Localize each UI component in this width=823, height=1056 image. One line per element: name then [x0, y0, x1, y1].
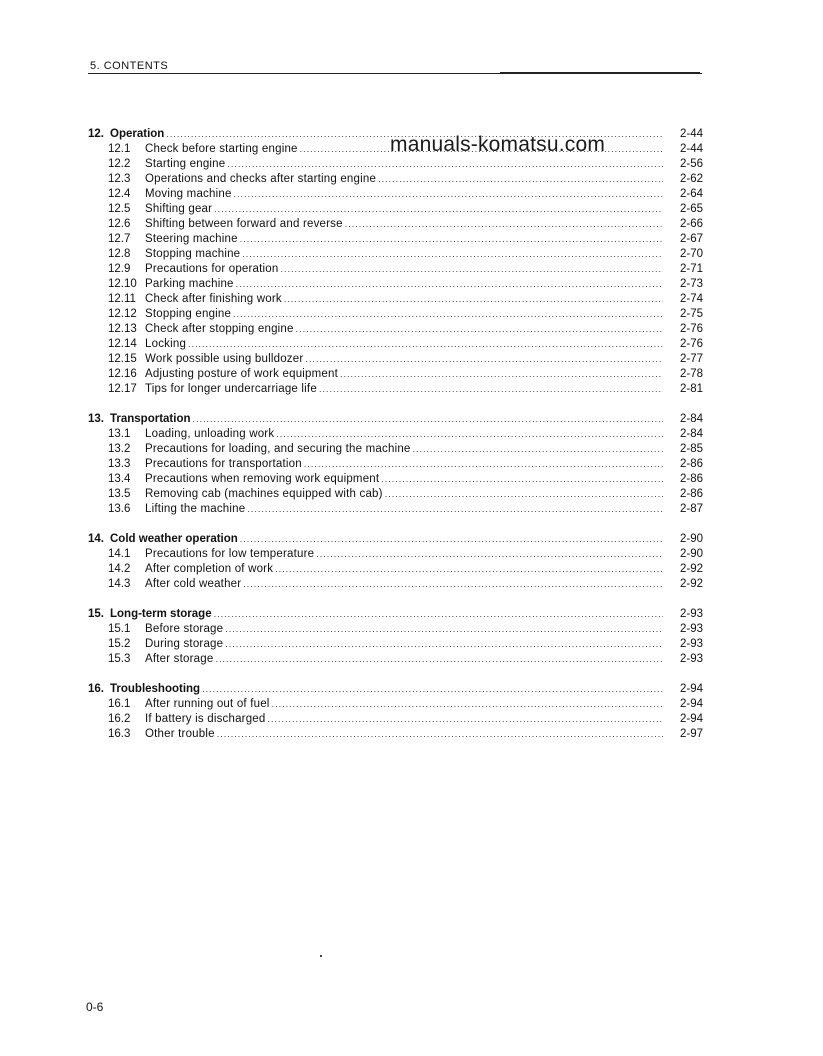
chapter-number: 13. [88, 413, 104, 425]
dot-leader [242, 247, 663, 262]
chapter-page: 2-84 [679, 413, 703, 425]
dot-leader [284, 292, 663, 307]
entry-title: Removing cab (machines equipped with cab) [145, 488, 383, 500]
entry-page: 2-85 [679, 443, 703, 455]
entry-page: 2-87 [679, 503, 703, 515]
entry-title: Before storage [145, 623, 224, 635]
dot-leader [296, 322, 663, 337]
toc-entry[interactable] [88, 457, 703, 472]
toc-entry[interactable] [88, 622, 703, 637]
page-header: 5. CONTENTS [90, 60, 169, 72]
entry-number: 13.4 [108, 473, 131, 485]
dot-leader [214, 202, 663, 217]
dot-leader [193, 412, 663, 427]
entry-page: 2-76 [679, 338, 703, 350]
chapter-page: 2-94 [679, 683, 703, 695]
chapter-page: 2-44 [679, 128, 703, 140]
entry-number: 12.7 [108, 233, 131, 245]
header-rule-accent [500, 72, 700, 74]
entry-page: 2-78 [679, 368, 703, 380]
dot-leader [225, 622, 663, 637]
entry-number: 14.1 [108, 548, 131, 560]
entry-title: Check before starting engine [145, 143, 298, 155]
toc-entry[interactable] [88, 727, 703, 742]
entry-page: 2-92 [679, 578, 703, 590]
entry-title: After storage [145, 653, 214, 665]
dot-leader [268, 712, 664, 727]
chapter-title: Operation [110, 128, 165, 140]
toc-section [88, 127, 703, 397]
entry-title: Operations and checks after starting engine [145, 173, 377, 185]
toc-entry[interactable] [88, 712, 703, 727]
entry-title: Stopping machine [145, 248, 241, 260]
entry-number: 14.3 [108, 578, 131, 590]
toc-chapter-entry[interactable] [88, 682, 703, 697]
entry-page: 2-86 [679, 458, 703, 470]
entry-page: 2-90 [679, 548, 703, 560]
entry-number: 12.16 [108, 368, 137, 380]
entry-title: Moving machine [145, 188, 232, 200]
toc-entry[interactable] [88, 247, 703, 262]
chapter-number: 14. [88, 533, 104, 545]
toc-entry[interactable] [88, 157, 703, 172]
toc-entry[interactable] [88, 217, 703, 232]
dot-leader [345, 217, 663, 232]
dot-leader [275, 562, 663, 577]
dot-leader [247, 502, 663, 517]
entry-number: 12.1 [108, 143, 131, 155]
entry-number: 13.2 [108, 443, 131, 455]
chapter-title: Cold weather operation [110, 533, 238, 545]
entry-page: 2-76 [679, 323, 703, 335]
toc-entry[interactable] [88, 232, 703, 247]
dot-leader [276, 427, 663, 442]
toc-entry[interactable] [88, 487, 703, 502]
entry-number: 16.2 [108, 713, 131, 725]
dot-leader [340, 367, 663, 382]
toc-entry[interactable] [88, 652, 703, 667]
dot-leader [240, 532, 663, 547]
entry-title: After cold weather [145, 578, 242, 590]
dot-leader [233, 307, 663, 322]
entry-title: Precautions for loading, and securing the machine [145, 443, 411, 455]
toc-entry[interactable] [88, 427, 703, 442]
entry-title: Shifting between forward and reverse [145, 218, 343, 230]
toc-entry[interactable] [88, 322, 703, 337]
entry-number: 12.13 [108, 323, 137, 335]
entry-number: 12.5 [108, 203, 131, 215]
toc-entry[interactable] [88, 262, 703, 277]
toc-entry[interactable] [88, 277, 703, 292]
entry-page: 2-86 [679, 473, 703, 485]
dot-leader [316, 547, 663, 562]
dot-leader [378, 172, 663, 187]
entry-page: 2-94 [679, 698, 703, 710]
dot-leader [217, 727, 663, 742]
dot-leader [381, 472, 663, 487]
entry-title: Work possible using bulldozer [145, 353, 304, 365]
entry-title: Check after stopping engine [145, 323, 294, 335]
entry-number: 15.2 [108, 638, 131, 650]
entry-page: 2-94 [679, 713, 703, 725]
entry-page: 2-70 [679, 248, 703, 260]
entry-page: 2-93 [679, 623, 703, 635]
entry-title: After completion of work [145, 563, 274, 575]
toc-entry[interactable] [88, 502, 703, 517]
dot-leader [281, 262, 664, 277]
entry-title: Shifting gear [145, 203, 213, 215]
entry-page: 2-67 [679, 233, 703, 245]
dot-leader [214, 607, 663, 622]
entry-number: 12.4 [108, 188, 131, 200]
entry-number: 12.17 [108, 383, 137, 395]
entry-number: 12.6 [108, 218, 131, 230]
entry-title: During storage [145, 638, 224, 650]
dot-leader [215, 652, 663, 667]
dot-leader [305, 352, 663, 367]
entry-page: 2-44 [679, 143, 703, 155]
entry-title: After running out of fuel [145, 698, 270, 710]
entry-title: Other trouble [145, 728, 215, 740]
entry-page: 2-81 [679, 383, 703, 395]
entry-page: 2-77 [679, 353, 703, 365]
entry-title: Precautions for transportation [145, 458, 302, 470]
toc-entry[interactable] [88, 472, 703, 487]
chapter-page: 2-93 [679, 608, 703, 620]
entry-number: 15.1 [108, 623, 131, 635]
watermark: manuals-komatsu.com [390, 133, 606, 156]
entry-title: Lifting the machine [145, 503, 246, 515]
toc-entry[interactable] [88, 562, 703, 577]
dot-leader [240, 232, 663, 247]
entry-title: Steering machine [145, 233, 238, 245]
entry-title: Locking [145, 338, 187, 350]
entry-number: 12.14 [108, 338, 137, 350]
entry-page: 2-66 [679, 218, 703, 230]
page-number: 0-6 [86, 1000, 104, 1014]
toc-section [88, 607, 703, 667]
toc-entry[interactable] [88, 172, 703, 187]
dot-leader [243, 577, 663, 592]
entry-number: 12.3 [108, 173, 131, 185]
entry-page: 2-93 [679, 638, 703, 650]
entry-page: 2-73 [679, 278, 703, 290]
entry-number: 13.5 [108, 488, 131, 500]
chapter-title: Troubleshooting [110, 683, 201, 695]
toc-entry[interactable] [88, 637, 703, 652]
entry-page: 2-75 [679, 308, 703, 320]
dot-leader [236, 277, 663, 292]
dot-leader [413, 442, 663, 457]
dot-leader [234, 187, 663, 202]
entry-title: Tips for longer undercarriage life [145, 383, 317, 395]
entry-number: 16.1 [108, 698, 131, 710]
entry-number: 13.6 [108, 503, 131, 515]
toc-chapter-entry[interactable] [88, 532, 703, 547]
toc-section [88, 532, 703, 592]
toc-entry[interactable] [88, 442, 703, 457]
toc-entry[interactable] [88, 337, 703, 352]
entry-number: 16.3 [108, 728, 131, 740]
entry-number: 12.8 [108, 248, 131, 260]
toc-chapter-entry[interactable] [88, 607, 703, 622]
entry-title: Precautions for low temperature [145, 548, 315, 560]
dot-leader [225, 637, 663, 652]
chapter-title: Transportation [110, 413, 191, 425]
dot-leader [188, 337, 663, 352]
entry-page: 2-62 [679, 173, 703, 185]
entry-page: 2-93 [679, 653, 703, 665]
dot-leader [385, 487, 663, 502]
entry-number: 12.2 [108, 158, 131, 170]
entry-title: Parking machine [145, 278, 234, 290]
entry-title: Precautions when removing work equipment [145, 473, 380, 485]
dot-leader [272, 697, 663, 712]
toc-section [88, 412, 703, 517]
entry-page: 2-65 [679, 203, 703, 215]
table-of-contents [88, 127, 703, 757]
toc-section [88, 682, 703, 742]
toc-entry[interactable] [88, 187, 703, 202]
entry-title: Adjusting posture of work equipment [145, 368, 339, 380]
entry-number: 12.10 [108, 278, 137, 290]
dot-leader [319, 382, 663, 397]
entry-number: 14.2 [108, 563, 131, 575]
entry-page: 2-64 [679, 188, 703, 200]
toc-entry[interactable] [88, 382, 703, 397]
toc-entry[interactable] [88, 292, 703, 307]
entry-page: 2-56 [679, 158, 703, 170]
dot-leader [202, 682, 663, 697]
chapter-number: 16. [88, 683, 104, 695]
entry-page: 2-92 [679, 563, 703, 575]
dot-leader [227, 157, 663, 172]
chapter-number: 15. [88, 608, 104, 620]
entry-page: 2-86 [679, 488, 703, 500]
entry-number: 12.15 [108, 353, 137, 365]
toc-entry[interactable] [88, 697, 703, 712]
entry-page: 2-84 [679, 428, 703, 440]
entry-number: 12.9 [108, 263, 131, 275]
entry-page: 2-71 [679, 263, 703, 275]
entry-title: Stopping engine [145, 308, 232, 320]
entry-title: Starting engine [145, 158, 226, 170]
toc-entry[interactable] [88, 352, 703, 367]
entry-number: 12.11 [108, 293, 136, 305]
toc-entry[interactable] [88, 307, 703, 322]
entry-title: Precautions for operation [145, 263, 279, 275]
entry-title: Loading, unloading work [145, 428, 275, 440]
scan-speck [320, 955, 322, 957]
entry-number: 12.12 [108, 308, 137, 320]
toc-entry[interactable] [88, 367, 703, 382]
entry-number: 13.1 [108, 428, 131, 440]
dot-leader [304, 457, 663, 472]
entry-title: Check after finishing work [145, 293, 282, 305]
toc-entry[interactable] [88, 202, 703, 217]
entry-page: 2-74 [679, 293, 703, 305]
entry-number: 13.3 [108, 458, 131, 470]
toc-chapter-entry[interactable] [88, 412, 703, 427]
entry-number: 15.3 [108, 653, 131, 665]
entry-title: If battery is discharged [145, 713, 266, 725]
chapter-title: Long-term storage [110, 608, 212, 620]
entry-page: 2-97 [679, 728, 703, 740]
toc-entry[interactable] [88, 577, 703, 592]
toc-entry[interactable] [88, 547, 703, 562]
chapter-number: 12. [88, 128, 104, 140]
chapter-page: 2-90 [679, 533, 703, 545]
